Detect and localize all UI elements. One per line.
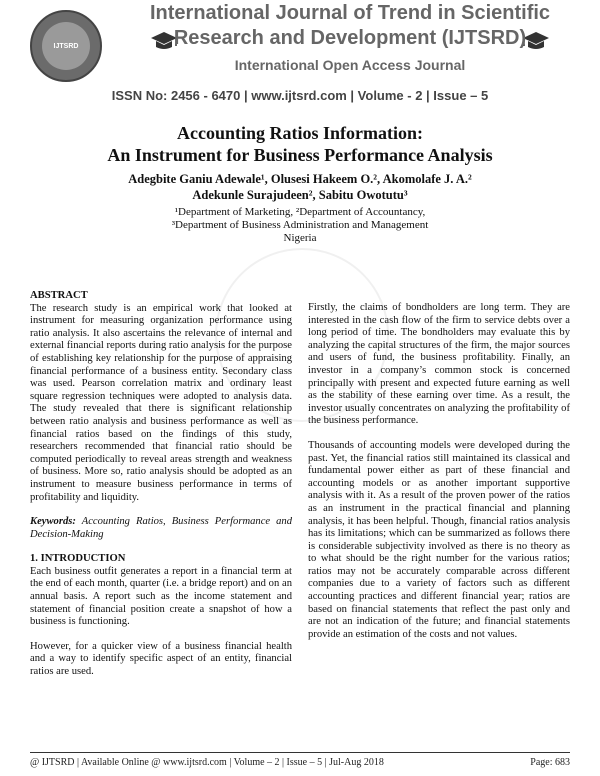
page-number: Page: 683: [530, 757, 570, 768]
logo-text: IJTSRD: [53, 42, 79, 50]
page-footer: [30, 752, 570, 768]
authors-line1: Adegbite Ganiu Adewale¹, Olusesi Hakeem O.², Akomolafe J. A.²: [128, 172, 472, 186]
keywords: [30, 516, 292, 541]
journal-name-line2: Research and Development (IJTSRD): [173, 27, 527, 49]
left-column: [30, 290, 292, 691]
introduction-heading: 1. INTRODUCTION: [30, 553, 126, 565]
affiliation-line: ³Department of Business Administration and Management: [171, 219, 429, 231]
journal-header: [0, 0, 600, 112]
paper-title-line2: An Instrument for Business Performance Analysis: [107, 145, 493, 165]
authors-line2: Adekunle Surajudeen², Sabitu Owotutu³: [192, 188, 408, 202]
right-column: [308, 302, 570, 653]
introduction-paragraph: Each business outfit generates a report in a financial term at the end of each month, quarter (i.e. a bridge report) and on an annual basis. A report such as the income statement and statement of financial position create a snapshot of how a business is functioning.: [30, 565, 292, 628]
journal-name-line1: International Journal of Trend in Scientific: [150, 2, 551, 24]
issn-line: ISSN No: 2456 - 6470 | www.ijtsrd.com | Volume - 2 | Issue – 5: [111, 88, 489, 103]
keywords-text: Accounting Ratios, Business Performance and Decision-Making: [30, 516, 292, 540]
journal-logo: [30, 10, 102, 82]
footer-journal-info: @ IJTSRD | Available Online @ www.ijtsrd.com | Volume – 2 | Issue – 5 | Jul-Aug 2018: [30, 757, 384, 768]
journal-subtitle: International Open Access Journal: [234, 57, 466, 73]
paper-title-line1: Accounting Ratios Information:: [177, 123, 423, 143]
abstract-heading: ABSTRACT: [30, 290, 88, 301]
abstract-text: The research study is an empirical work that looked at instrument for measuring organization performance using ratio analysis. It also ascertains the relevance of internal and external financial reports during ratio analysis for the purpose of establishing key relationship for the purpose of appraising financial performance of a business entity. Secondary class was used. Pearson correlation matrix and ordinary least square regression techniques were adopted to analysis data. The study revealed that there is significant relationship between ratio analysis and business performance as well as financial ratios based on the findings of this study, researchers recommended that financial ratio should be computed periodically to reveal areas strength and weakness of business. More so, ratio analysis should be adopted as an instrument to measure business performance in terms of profitability and liquidity.: [30, 302, 292, 503]
introduction-paragraph: However, for a quicker view of a business financial health and a way to identify specific aspect of an entity, financial ratios are used.: [30, 640, 292, 678]
body-paragraph: Firstly, the claims of bondholders are long term. They are interested in the cash flow of the firm to service debts over a long period of time. The bondholders may evaluate this by analyzing the capital structures of the firm, the major sources and users of fund, the business profitability. Finally, an investor in a company’s common stock is concerned principally with present and expected future earning as well as the stability of these earning over time. As a result, the investor usually concentrates on analyzing the profitability of the business performance.: [308, 302, 570, 427]
body-paragraph: Thousands of accounting models were developed during the past. Yet, the financial ratios still maintained its classical and fundamental power either as part of these financial and accounting models or as another important supportive analysis with it. As a result of the proven power of the ratios as an instrument in the practical financial and planning analysis, it has been helpful. Though, financial ratios analysis has its limitations; which can be summarized as follows there is considerable subjectivity involved as there is no theory as to what should be the right number for the various ratios; ratios may not be accurately comparable across different companies due to a variety of factors such as different accounting practices and different financial year; ratios are based on financial statements that reflect the past only and are not an indication of the future; and financial statements provide an estimation of the costs and not values.: [308, 439, 570, 640]
affiliation-line: Nigeria: [283, 232, 317, 244]
keywords-label: Keywords:: [30, 516, 76, 528]
affiliation-line: ¹Department of Marketing, ²Department of Accountancy,: [174, 206, 426, 218]
